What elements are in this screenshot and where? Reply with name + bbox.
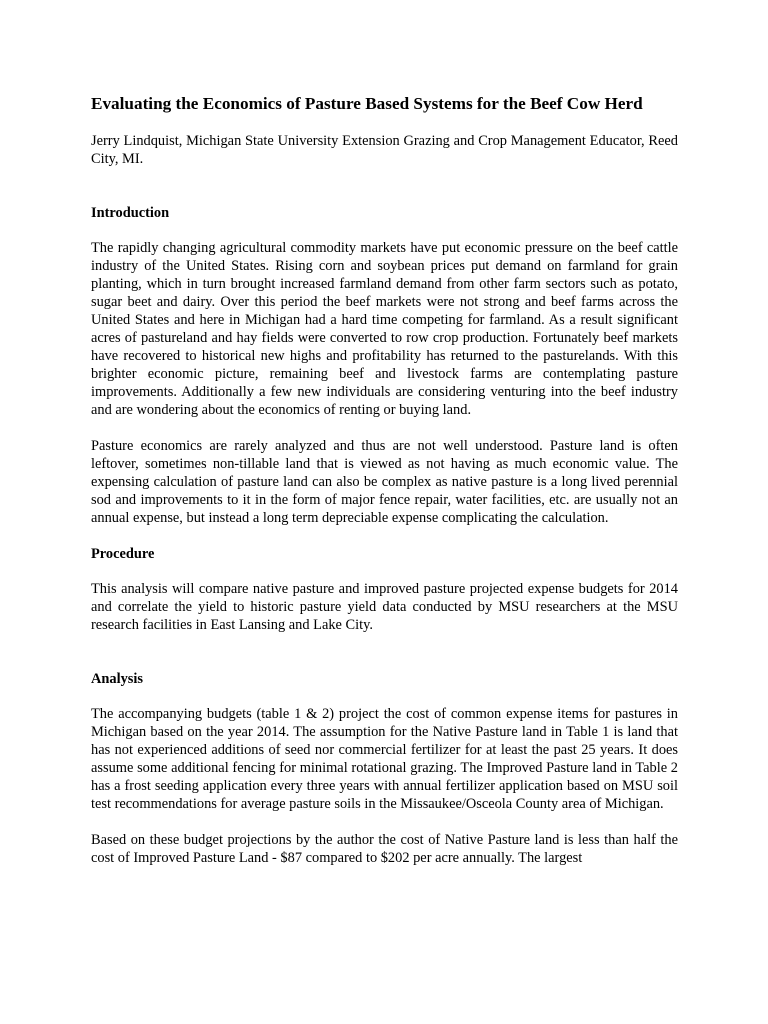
document-page bbox=[91, 94, 678, 885]
paragraph: The rapidly changing agricultural commodity markets have put economic pressure on the beef cattle industry of the United States. Rising corn and soybean prices put demand on farmland for grain planting, which in turn brought increased farmland demand from other farm sectors such as potato, sugar beet and dairy. Over this period the beef markets were not strong and beef farms across the United States and here in Michigan had a hard time competing for farmland. As a result significant acres of pastureland and hay fields were converted to row crop production. Fortunately beef markets have recovered to historical new highs and profitability has returned to the pasturelands. With this brighter economic picture, remaining beef and livestock farms are contemplating pasture improvements. Additionally a few new individuals are considering venturing into the beef industry and are wondering about the economics of renting or buying land. bbox=[91, 240, 678, 418]
paragraph: The accompanying budgets (table 1 & 2) project the cost of common expense items for pastures in Michigan based on the year 2014. The assumption for the Native Pasture land in Table 1 is land that has not experienced additions of seed nor commercial fertilizer for at least the past 25 years. It does assume some additional fencing for minimal rotational grazing. The Improved Pasture land in Table 2 has a frost seeding application every three years with annual fertilizer application based on MSU soil test recommendations for average pasture soils in the Missaukee/Osceola County area of Michigan. bbox=[91, 706, 678, 812]
section-heading-introduction: Introduction bbox=[91, 205, 170, 221]
paragraph: This analysis will compare native pasture and improved pasture projected expense budgets for 2014 and correlate the yield to historic pasture yield data conducted by MSU researchers at the MSU research facilities in East Lansing and Lake City. bbox=[91, 581, 678, 633]
document-title: Evaluating the Economics of Pasture Based Systems for the Beef Cow Herd bbox=[91, 94, 643, 113]
paragraph: Pasture economics are rarely analyzed and thus are not well understood. Pasture land is often leftover, sometimes non-tillable land that is viewed as not having as much economic value. The expensing calculation of pasture land can also be complex as native pasture is a long lived perennial sod and improvements to it in the form of major fence repair, water facilities, etc. are usually not an annual expense, but instead a long term depreciable expense complicating the calculation. bbox=[91, 438, 678, 526]
section-heading-procedure: Procedure bbox=[91, 546, 155, 562]
blank-line bbox=[91, 652, 678, 670]
section-heading-analysis: Analysis bbox=[91, 671, 143, 687]
paragraph: Based on these budget projections by the author the cost of Native Pasture land is less than half the cost of Improved Pasture Land - $87 compared to $202 per acre annually. The largest bbox=[91, 832, 678, 866]
author-line: Jerry Lindquist, Michigan State University Extension Grazing and Crop Management Educator, Reed City, MI. bbox=[91, 133, 678, 167]
